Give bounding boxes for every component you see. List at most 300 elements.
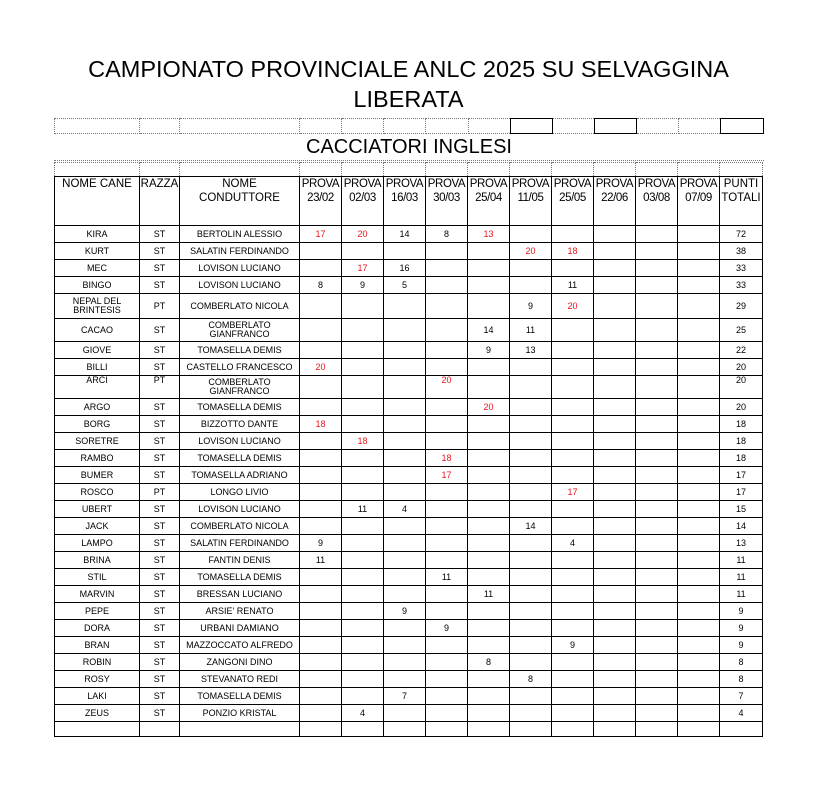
score-cell [426,260,468,277]
breed-cell: ST [140,552,180,569]
score-cell: 20 [552,294,594,319]
score-cell [636,450,678,467]
score-cell [384,620,426,637]
dog-name-cell: MARVIN [55,586,140,603]
score-cell [594,260,636,277]
score-cell [300,376,342,399]
handler-cell: BERTOLIN ALESSIO [180,226,300,243]
score-cell [552,399,594,416]
score-cell [594,226,636,243]
handler-cell: PONZIO KRISTAL [180,705,300,722]
header-prova-label: PROVA [427,178,466,190]
empty-cell [300,722,342,737]
dog-name-cell: BORG [55,416,140,433]
handler-cell: TOMASELLA DEMIS [180,342,300,359]
score-cell [594,319,636,342]
spacer-cell [510,119,552,134]
score-cell: 9 [468,342,510,359]
dog-name-cell: JACK [55,518,140,535]
score-cell [342,319,384,342]
score-cell [552,416,594,433]
table-row [55,501,763,518]
score-cell [552,376,594,399]
score-cell [384,586,426,603]
breed-cell: ST [140,518,180,535]
table-row [55,319,763,342]
score-cell [594,433,636,450]
score-cell [342,484,384,501]
breed-cell: ST [140,671,180,688]
total-cell: 11 [720,552,763,569]
total-cell: 18 [720,450,763,467]
empty-cell [552,722,594,737]
score-cell [636,501,678,518]
score-cell: 20 [510,243,552,260]
score-cell [636,260,678,277]
score-cell [468,569,510,586]
score-cell: 11 [510,319,552,342]
empty-cell [140,722,180,737]
empty-cell [678,722,720,737]
score-cell [594,450,636,467]
score-cell [552,620,594,637]
score-cell [300,433,342,450]
handler-cell: ARSIE' RENATO [180,603,300,620]
score-cell [594,484,636,501]
breed-cell: ST [140,226,180,243]
score-cell [384,433,426,450]
spacer-cell [678,163,720,177]
score-cell [552,359,594,376]
spacer-cell [426,119,468,134]
total-cell: 38 [720,243,763,260]
score-cell [552,671,594,688]
score-cell [636,586,678,603]
score-cell [342,552,384,569]
dog-name-cell: GIOVE [55,342,140,359]
score-cell [300,705,342,722]
handler-cell: URBANI DAMIANO [180,620,300,637]
score-cell [468,552,510,569]
score-cell [342,518,384,535]
header-prova-label: PROVA [301,178,340,190]
score-cell [678,654,720,671]
table-row [55,535,763,552]
breed-cell: ST [140,620,180,637]
score-cell [636,637,678,654]
score-cell [510,433,552,450]
score-cell [426,688,468,705]
dog-name-cell: DORA [55,620,140,637]
title-line-1: CAMPIONATO PROVINCIALE ANLC 2025 SU SELVAGGINA [88,56,729,82]
header-prova-date: 25/05 [559,192,586,204]
score-cell [594,705,636,722]
dog-name-cell: UBERT [55,501,140,518]
score-cell: 18 [552,243,594,260]
score-cell [384,376,426,399]
score-cell [510,359,552,376]
total-cell: 22 [720,342,763,359]
spacer-cell [180,163,300,177]
score-cell [510,552,552,569]
score-cell [468,467,510,484]
score-cell: 4 [342,705,384,722]
score-cell: 8 [426,226,468,243]
header-prova-date: 02/03 [349,192,376,204]
score-cell [342,450,384,467]
score-cell [384,552,426,569]
score-cell [384,416,426,433]
table-row [55,552,763,569]
score-cell: 9 [552,637,594,654]
total-cell: 11 [720,586,763,603]
empty-cell [384,722,426,737]
score-cell [678,260,720,277]
dog-name-cell: ARCI [55,376,140,399]
score-cell [468,501,510,518]
empty-cell [468,722,510,737]
score-cell [468,705,510,722]
score-cell [384,399,426,416]
header-prova-date: 23/02 [307,192,334,204]
score-cell [426,637,468,654]
score-cell [384,243,426,260]
empty-cell [636,722,678,737]
header-prova-label: PROVA [469,178,508,190]
score-cell [636,226,678,243]
score-cell [300,342,342,359]
score-cell [678,359,720,376]
breed-cell: ST [140,399,180,416]
score-cell [468,260,510,277]
header-conduttore [180,177,300,226]
score-cell [468,484,510,501]
dog-name-cell: BUMER [55,467,140,484]
breed-cell: PT [140,294,180,319]
dog-name-cell: SORETRE [55,433,140,450]
handler-cell: FANTIN DENIS [180,552,300,569]
handler-cell: TOMASELLA DEMIS [180,450,300,467]
empty-cell [426,722,468,737]
score-cell [678,518,720,535]
score-cell [678,569,720,586]
dog-name-cell: ARGO [55,399,140,416]
score-cell [342,243,384,260]
score-cell [384,359,426,376]
table-row [55,586,763,603]
handler-cell: LOVISON LUCIANO [180,433,300,450]
header-prova-label: PROVA [679,178,718,190]
dog-name-cell: ROSCO [55,484,140,501]
score-cell [552,467,594,484]
table-row [55,620,763,637]
score-cell [468,535,510,552]
score-cell [426,416,468,433]
score-cell: 4 [552,535,594,552]
score-cell [342,620,384,637]
handler-cell: SALATIN FERDINANDO [180,243,300,260]
empty-cell [594,722,636,737]
score-cell: 9 [342,277,384,294]
score-cell [678,319,720,342]
score-cell [468,603,510,620]
header-prova-label: PROVA [595,178,634,190]
breed-cell: ST [140,416,180,433]
handler-cell: COMBERLATO NICOLA [180,518,300,535]
spacer-cell [468,163,510,177]
total-cell: 9 [720,620,763,637]
score-cell [342,467,384,484]
score-cell [678,342,720,359]
score-cell [678,467,720,484]
score-cell [678,535,720,552]
score-cell: 17 [426,467,468,484]
score-cell [552,552,594,569]
handler-cell: COMBERLATO GIANFRANCO [180,319,300,342]
score-cell: 17 [300,226,342,243]
score-cell [300,399,342,416]
score-cell [510,260,552,277]
total-cell: 72 [720,226,763,243]
score-cell [594,399,636,416]
score-cell: 11 [300,552,342,569]
score-cell [678,450,720,467]
score-cell [594,243,636,260]
score-cell [510,705,552,722]
score-cell [594,654,636,671]
header-prova-date: 07/09 [685,192,712,204]
score-cell: 11 [468,586,510,603]
score-cell [594,671,636,688]
score-cell [636,603,678,620]
table-row [55,654,763,671]
table-row [55,467,763,484]
score-cell [636,277,678,294]
spacer-cell [140,119,180,134]
header-prova-3 [426,177,468,226]
score-cell [342,688,384,705]
header-nome-cane: NOME CANE [55,177,140,226]
score-cell [342,359,384,376]
table-row [55,637,763,654]
score-cell: 8 [468,654,510,671]
total-cell: 8 [720,671,763,688]
header-conduttore-line-1: NOME [222,178,257,190]
score-cell [636,705,678,722]
score-cell [594,416,636,433]
standings-table [54,162,763,737]
handler-cell: TOMASELLA DEMIS [180,688,300,705]
score-cell [552,450,594,467]
total-cell: 4 [720,705,763,722]
score-cell [510,226,552,243]
dog-name-cell: MEC [55,260,140,277]
score-cell [510,620,552,637]
spacer-cell [55,119,140,134]
breed-cell: ST [140,277,180,294]
score-cell [426,399,468,416]
score-cell [552,688,594,705]
score-cell: 20 [300,359,342,376]
table-row [55,450,763,467]
header-prova-label: PROVA [511,178,550,190]
breed-cell: ST [140,342,180,359]
score-cell [468,637,510,654]
score-cell [636,569,678,586]
score-cell [510,586,552,603]
score-cell [594,569,636,586]
score-cell: 16 [384,260,426,277]
score-cell [510,376,552,399]
table-row [55,359,763,376]
table-row [55,484,763,501]
score-cell [636,671,678,688]
header-prova-date: 30/03 [433,192,460,204]
total-cell: 20 [720,359,763,376]
score-cell: 20 [426,376,468,399]
score-cell [468,243,510,260]
title-line-2: LIBERATA [353,86,464,112]
handler-cell: BIZZOTTO DANTE [180,416,300,433]
table-row [55,569,763,586]
score-cell [384,705,426,722]
score-cell [300,294,342,319]
score-cell [510,501,552,518]
score-cell [384,294,426,319]
score-cell [426,433,468,450]
score-cell [468,688,510,705]
score-cell: 13 [510,342,552,359]
header-prova-5 [510,177,552,226]
score-cell: 18 [342,433,384,450]
score-cell [300,467,342,484]
score-cell [300,688,342,705]
score-cell: 7 [384,688,426,705]
score-cell [300,620,342,637]
breed-cell: ST [140,705,180,722]
total-cell: 33 [720,260,763,277]
header-prova-8 [636,177,678,226]
table-row [55,671,763,688]
table-row [55,518,763,535]
header-prova-date: 03/08 [643,192,670,204]
score-cell: 5 [384,277,426,294]
total-cell: 13 [720,535,763,552]
score-cell [300,518,342,535]
score-cell [636,294,678,319]
handler-cell: TOMASELLA DEMIS [180,399,300,416]
score-cell [552,569,594,586]
spacer-cell [678,119,720,134]
header-prova-6 [552,177,594,226]
handler-cell: LOVISON LUCIANO [180,501,300,518]
score-cell [552,319,594,342]
spacer-cell [552,119,594,134]
breed-cell: ST [140,260,180,277]
score-cell [594,603,636,620]
score-cell [552,518,594,535]
spacer-cell [636,119,678,134]
header-prova-date: 25/04 [475,192,502,204]
score-cell [636,518,678,535]
breed-cell: ST [140,359,180,376]
score-cell [384,319,426,342]
score-cell [510,399,552,416]
score-cell [594,637,636,654]
score-cell [594,586,636,603]
score-cell [510,569,552,586]
spacer-cell [384,119,426,134]
table-row [55,226,763,243]
score-cell [594,518,636,535]
score-cell [594,688,636,705]
score-cell: 17 [552,484,594,501]
score-cell [636,535,678,552]
spacer-cell [636,163,678,177]
score-cell [342,586,384,603]
score-cell [426,586,468,603]
handler-cell: SALATIN FERDINANDO [180,535,300,552]
empty-row [55,722,763,737]
score-cell [510,277,552,294]
score-cell [636,688,678,705]
score-cell [636,359,678,376]
score-cell [384,654,426,671]
score-cell [510,654,552,671]
breed-cell: ST [140,535,180,552]
score-cell [384,342,426,359]
spacer-cell [300,119,342,134]
header-punti-line: TOTALI [721,192,761,204]
dog-name-cell: NEPAL DEL BRINTESIS [55,294,140,319]
score-cell [678,243,720,260]
score-cell [636,467,678,484]
score-cell [678,416,720,433]
score-cell [426,501,468,518]
score-cell [678,603,720,620]
score-cell [678,586,720,603]
dog-name-cell: STIL [55,569,140,586]
score-cell [510,484,552,501]
score-cell [468,376,510,399]
breed-cell: ST [140,586,180,603]
score-cell [342,654,384,671]
score-cell [552,603,594,620]
score-cell [468,416,510,433]
handler-cell: BRESSAN LUCIANO [180,586,300,603]
spacer-cell [300,163,342,177]
total-cell: 15 [720,501,763,518]
score-cell [678,620,720,637]
score-cell [678,552,720,569]
score-cell [594,342,636,359]
score-cell: 17 [342,260,384,277]
score-cell [342,671,384,688]
spacer-cell [342,119,384,134]
table-row [55,433,763,450]
total-cell: 9 [720,637,763,654]
dog-name-cell: BILLI [55,359,140,376]
spacer-cell [594,119,636,134]
total-cell: 8 [720,654,763,671]
spacer-cell [140,163,180,177]
score-cell [384,637,426,654]
spacer-cell [384,163,426,177]
score-cell: 11 [342,501,384,518]
score-cell [342,569,384,586]
score-cell [678,484,720,501]
spacer-cell [594,163,636,177]
